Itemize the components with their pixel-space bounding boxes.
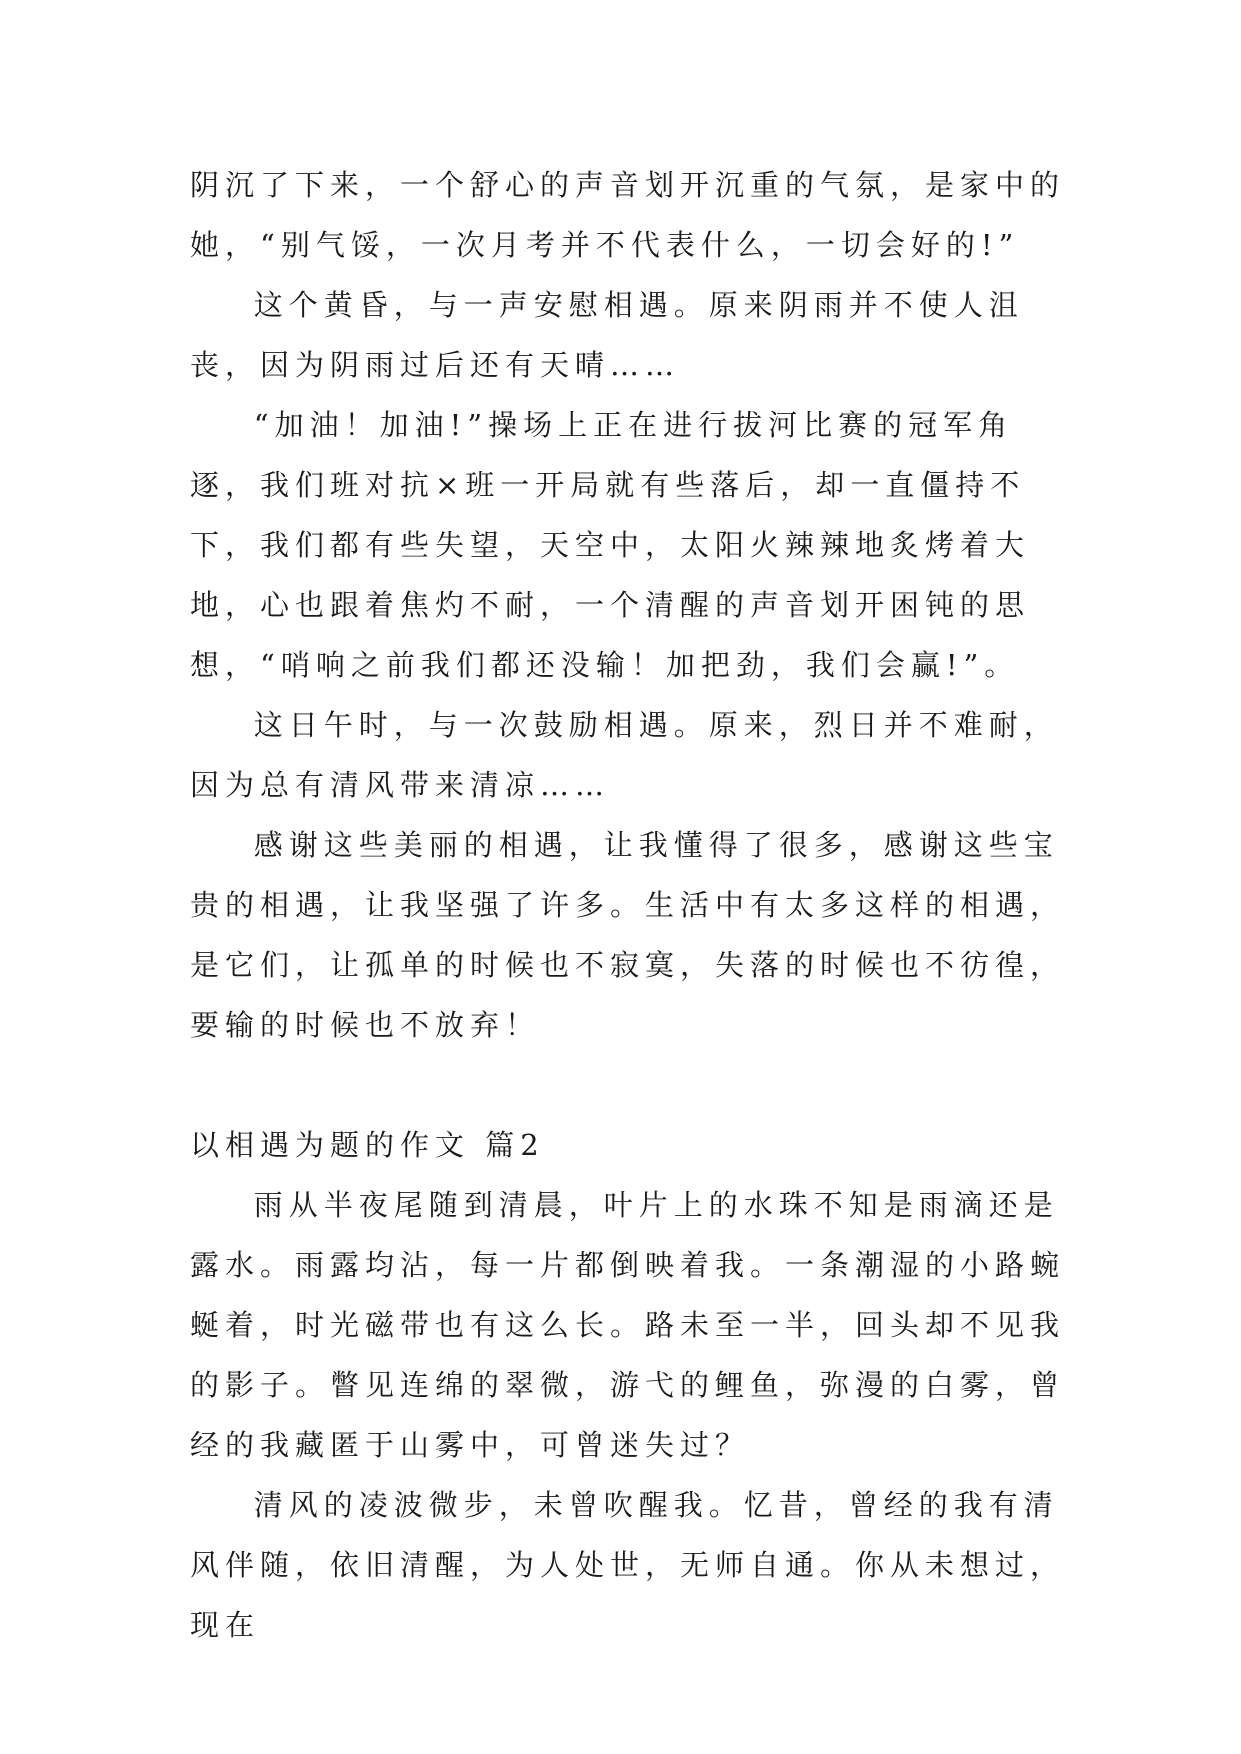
paragraph: 清风的凌波微步，未曾吹醒我。忆昔，曾经的我有清风伴随，依旧清醒，为人处世，无师自通。你从未想过，现在: [190, 1488, 1066, 1642]
paragraph: 阴沉了下来，一个舒心的声音划开沉重的气氛，是家中的她，“别气馁，一次月考并不代表什么，一切会好的!”: [190, 168, 1066, 262]
paragraph: 这个黄昏，与一声安慰相遇。原来阴雨并不使人沮丧，因为阴雨过后还有天晴……: [190, 288, 1024, 382]
section-heading: 以相遇为题的作文 篇2: [190, 1128, 545, 1162]
paragraph: 这日午时，与一次鼓励相遇。原来，烈日并不难耐，因为总有清风带来清凉……: [190, 708, 1059, 802]
document-body: [190, 155, 1070, 1655]
paragraph: 感谢这些美丽的相遇，让我懂得了很多，感谢这些宝贵的相遇，让我坚强了许多。生活中有太多这样的相遇，是它们，让孤单的时候也不寂寞，失落的时候也不彷徨，要输的时候也不放弃！: [190, 828, 1066, 1042]
paragraph: 雨从半夜尾随到清晨，叶片上的水珠不知是雨滴还是露水。雨露均沾，每一片都倒映着我。一条潮湿的小路蜿蜒着，时光磁带也有这么长。路未至一半，回头却不见我的影子。瞥见连绵的翠微，游弋的鲤鱼，弥漫的白雾，曾经的我藏匿于山雾中，可曾迷失过？: [190, 1188, 1066, 1462]
paragraph: “加油！加油!”操场上正在进行拔河比赛的冠军角逐，我们班对抗×班一开局就有些落后，却一直僵持不下，我们都有些失望，天空中，太阳火辣辣地炙烤着大地，心也跟着焦灼不耐，一个清醒的声音划开困钝的思想，“哨响之前我们都还没输！加把劲，我们会赢!”。: [190, 408, 1031, 682]
